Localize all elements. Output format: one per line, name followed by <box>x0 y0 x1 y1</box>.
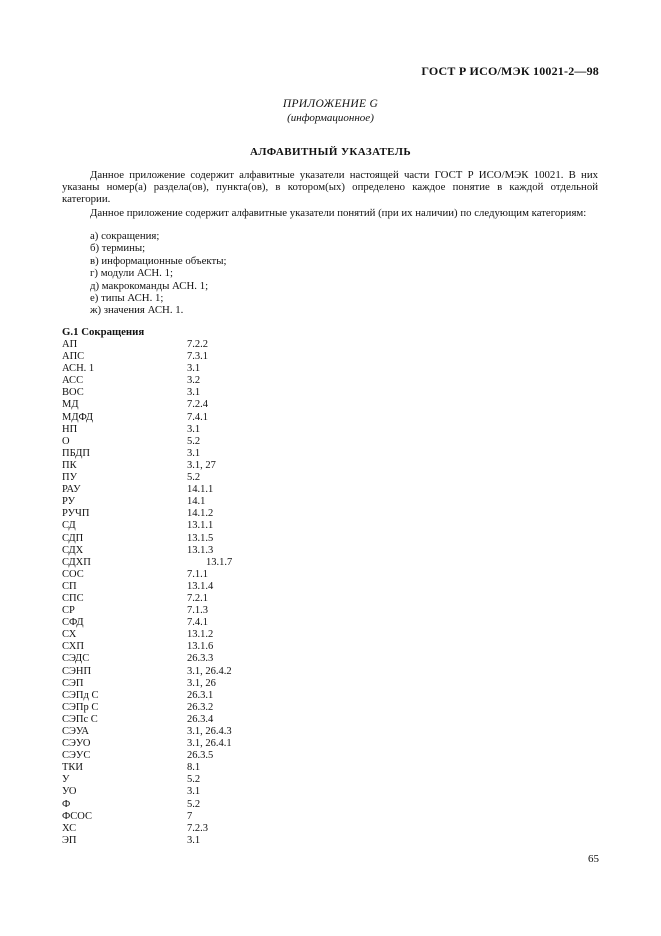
category-item: ж) значения АСН. 1. <box>90 304 184 317</box>
abbreviation-row <box>62 750 362 762</box>
abbreviation-row <box>62 811 362 823</box>
abbreviation-row <box>62 545 362 557</box>
abbreviation-term: УО <box>62 786 77 798</box>
abbreviation-reference: 3.1, 26.4.3 <box>187 726 232 737</box>
abbreviation-row <box>62 593 362 605</box>
abbreviation-term: АСН. 1 <box>62 363 95 375</box>
abbreviation-row <box>62 702 362 714</box>
abbreviation-row <box>62 629 362 641</box>
abbreviation-reference: 3.1, 26.4.2 <box>187 665 232 677</box>
abbreviation-row <box>62 726 362 738</box>
abbreviation-term: СЭПд С <box>62 689 99 701</box>
abbreviation-reference: 5.2 <box>187 798 201 810</box>
abbreviation-row <box>62 375 362 387</box>
abbreviation-term: АСС <box>62 375 84 387</box>
abbreviation-reference: 26.3.2 <box>187 701 214 713</box>
abbreviation-row <box>62 774 362 786</box>
abbreviation-reference: 5.2 <box>187 774 201 786</box>
abbreviation-reference: 13.1.3 <box>187 544 214 556</box>
abbreviation-reference: 13.1.5 <box>187 532 214 544</box>
abbreviation-term: СХ <box>62 629 77 641</box>
abbreviation-reference: 5.2 <box>187 472 201 484</box>
abbreviation-term: СХП <box>62 641 84 653</box>
abbreviation-term: СФД <box>62 617 84 629</box>
abbreviation-term: РУЧП <box>62 508 90 520</box>
abbreviation-row <box>62 678 362 690</box>
abbreviation-term: СОС <box>62 568 84 580</box>
abbreviation-term: СПС <box>62 592 84 604</box>
abbreviation-reference: 13.1.4 <box>187 580 214 592</box>
page-number: 65 <box>588 853 599 865</box>
abbreviation-row <box>62 653 362 665</box>
abbreviation-reference: 7.4.1 <box>187 617 208 629</box>
abbreviation-term: АП <box>62 339 78 350</box>
abbreviation-row <box>62 569 362 581</box>
abbreviation-term: СЭДС <box>62 653 90 665</box>
document-header: ГОСТ Р ИСО/МЭК 10021-2—98 <box>421 64 599 78</box>
abbreviation-row <box>62 339 362 351</box>
abbreviation-term: СЭПс С <box>62 713 98 725</box>
abbreviation-row <box>62 641 362 653</box>
abbreviation-term: СЭП <box>62 677 84 689</box>
abbreviation-term: МДФД <box>62 411 94 423</box>
abbreviation-term: СЭУС <box>62 750 91 762</box>
abbreviation-row <box>62 617 362 629</box>
intro-paragraph-1 <box>62 169 598 206</box>
abbreviation-term: СР <box>62 605 75 617</box>
abbreviation-term: ХС <box>62 822 77 834</box>
appendix-subtitle: (информационное) <box>287 112 374 124</box>
abbreviation-term: СЭПр С <box>62 701 99 713</box>
abbreviation-reference: 14.1 <box>187 496 206 508</box>
abbreviation-term: СЭУО <box>62 738 91 750</box>
abbreviation-row <box>62 762 362 774</box>
abbreviation-reference: 26.3.3 <box>187 653 214 665</box>
abbreviation-reference: 3.1 <box>187 834 201 846</box>
abbreviation-term: ТКИ <box>62 762 83 774</box>
abbreviation-row <box>62 786 362 798</box>
abbreviation-reference: 7.3.1 <box>187 351 208 363</box>
category-item: г) модули АСН. 1; <box>90 267 173 280</box>
abbreviation-reference: 3.1, 26 <box>187 677 216 689</box>
abbreviation-reference: 3.1, 27 <box>187 459 216 471</box>
abbreviation-term: СД <box>62 520 76 532</box>
abbreviation-row <box>62 484 362 496</box>
abbreviation-row <box>62 363 362 375</box>
category-item: в) информационные объекты; <box>90 254 227 267</box>
abbreviation-term: СП <box>62 580 77 592</box>
abbreviation-row <box>62 472 362 484</box>
category-list <box>90 230 226 317</box>
abbreviation-term: НП <box>62 423 78 435</box>
abbreviation-row <box>62 436 362 448</box>
abbreviation-reference: 26.3.4 <box>187 713 214 725</box>
abbreviation-reference: 3.1 <box>187 447 201 459</box>
abbreviation-row <box>62 690 362 702</box>
abbreviation-row <box>62 799 362 811</box>
abbreviation-term: СЭУА <box>62 726 89 737</box>
abbreviation-reference: 7.2.1 <box>187 592 208 604</box>
abbreviation-row <box>62 714 362 726</box>
abbreviation-row <box>62 520 362 532</box>
abbreviation-term: МД <box>62 399 79 411</box>
abbreviation-term: РАУ <box>62 484 81 496</box>
section-title: АЛФАВИТНЫЙ УКАЗАТЕЛЬ <box>249 146 412 158</box>
abbreviation-reference: 13.1.1 <box>187 520 214 532</box>
abbreviation-term: СДХ <box>62 544 84 556</box>
abbreviation-reference: 13.1.7 <box>206 556 233 568</box>
abbreviation-term: О <box>62 435 70 447</box>
abbreviation-reference: 7.2.3 <box>187 822 208 834</box>
abbreviation-row <box>62 424 362 436</box>
intro-paragraph-2-text: Данное приложение содержит алфавитные указатели понятий (при их наличии) по следующим категориям: <box>90 207 587 219</box>
abbreviation-reference: 14.1.2 <box>187 508 214 520</box>
abbreviation-row <box>62 387 362 399</box>
abbreviation-term: АПС <box>62 351 85 363</box>
abbreviation-reference: 14.1.1 <box>187 484 214 496</box>
abbreviation-term: ПБДП <box>62 447 90 459</box>
abbreviation-row <box>62 823 362 835</box>
abbreviation-reference: 7.2.2 <box>187 339 208 350</box>
abbreviation-row <box>62 738 362 750</box>
abbreviation-row <box>62 448 362 460</box>
intro-paragraph-2 <box>62 207 598 219</box>
abbreviation-row <box>62 496 362 508</box>
abbreviation-reference: 3.1 <box>187 423 201 435</box>
abbreviation-reference: 5.2 <box>187 435 201 447</box>
abbreviation-row <box>62 666 362 678</box>
abbreviation-term: ЭП <box>62 834 77 846</box>
abbreviation-reference: 7.4.1 <box>187 411 208 423</box>
intro-paragraph-1-text: Данное приложение содержит алфавитные указатели настоящей части ГОСТ Р ИСО/МЭК 10021. В них указаны номер(а) раздела(ов), пункта(ов), в котором(ых) определено каждое понятие в каждой отдельной категории. <box>62 169 598 206</box>
abbreviation-row <box>62 460 362 472</box>
abbreviation-term: РУ <box>62 496 76 508</box>
abbreviation-reference: 13.1.6 <box>187 641 214 653</box>
category-item: а) сокращения; <box>90 230 160 242</box>
abbreviation-term: СДХП <box>62 556 91 568</box>
abbreviation-row <box>62 557 362 569</box>
appendix-title: ПРИЛОЖЕНИЕ G <box>282 98 379 110</box>
abbreviation-term: Ф <box>62 798 71 810</box>
g1-section-title: G.1 Сокращения <box>62 326 145 338</box>
abbreviation-row <box>62 508 362 520</box>
abbreviation-reference: 26.3.1 <box>187 689 214 701</box>
abbreviation-reference: 8.1 <box>187 762 201 774</box>
abbreviation-term: СЭНП <box>62 665 92 677</box>
abbreviation-term: ФСОС <box>62 810 93 822</box>
abbreviation-row <box>62 533 362 545</box>
abbreviation-reference: 13.1.2 <box>187 629 214 641</box>
category-item: б) термины; <box>90 242 146 255</box>
abbreviation-reference: 3.1 <box>187 387 201 399</box>
abbreviation-term: СДП <box>62 532 84 544</box>
abbreviation-row <box>62 351 362 363</box>
abbreviation-row <box>62 412 362 424</box>
abbreviation-reference: 26.3.5 <box>187 750 214 762</box>
abbreviation-row <box>62 835 362 847</box>
abbreviation-reference: 7.1.3 <box>187 605 208 617</box>
abbreviation-reference: 3.1, 26.4.1 <box>187 738 232 750</box>
category-item: е) типы АСН. 1; <box>90 292 164 305</box>
abbreviation-reference: 7.2.4 <box>187 399 208 411</box>
abbreviation-reference: 3.1 <box>187 786 201 798</box>
abbreviation-table <box>62 339 362 847</box>
abbreviation-term: У <box>62 774 70 786</box>
abbreviation-row <box>62 581 362 593</box>
abbreviation-reference: 3.1 <box>187 363 201 375</box>
abbreviation-row <box>62 605 362 617</box>
abbreviation-row <box>62 399 362 411</box>
category-item: д) макрокоманды АСН. 1; <box>90 279 209 292</box>
abbreviation-term: ВОС <box>62 387 84 399</box>
abbreviation-reference: 3.2 <box>187 375 201 387</box>
abbreviation-term: ПУ <box>62 472 78 484</box>
abbreviation-term: ПК <box>62 459 77 471</box>
abbreviation-reference: 7 <box>187 810 193 822</box>
abbreviation-reference: 7.1.1 <box>187 568 208 580</box>
